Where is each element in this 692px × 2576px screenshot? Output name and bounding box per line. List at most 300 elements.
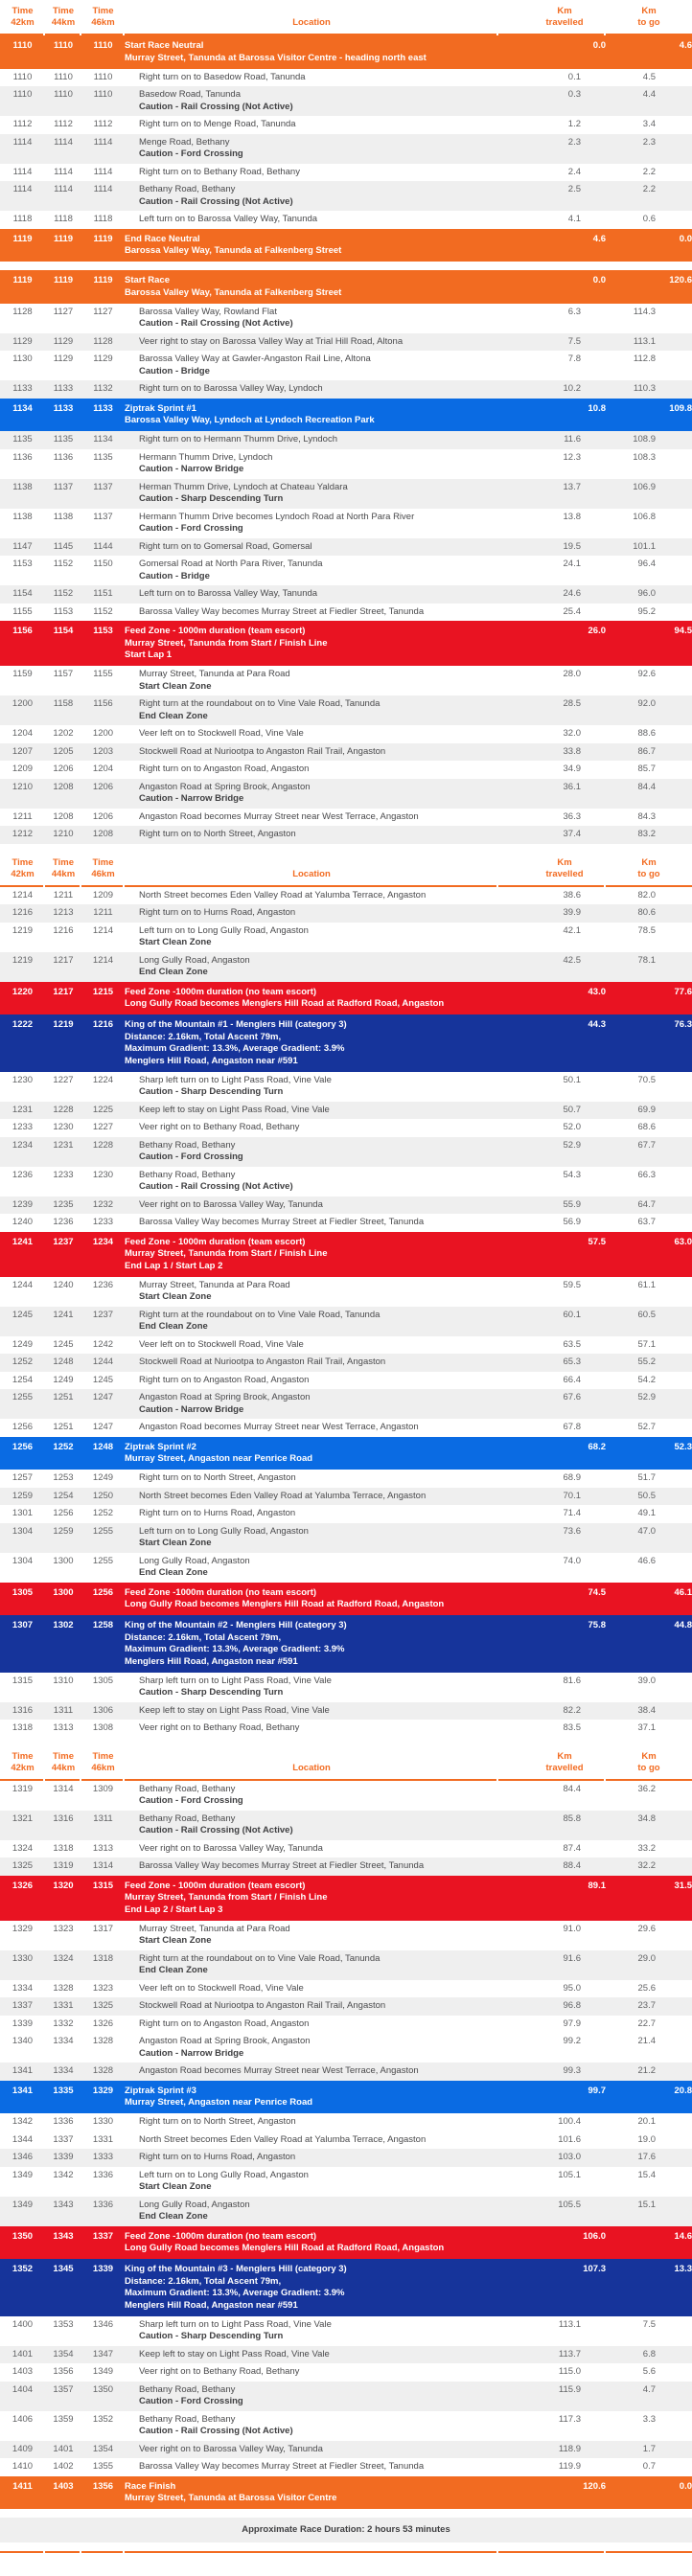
location-cell [125,1702,498,1721]
time-44km-cell: 1320 [53,1880,74,1891]
location-line: Right turn on to North Street, Angaston [139,2116,296,2127]
table-row [0,1523,692,1553]
time-42km-cell: 1304 [12,1555,34,1566]
time-42km-cell: 1219 [12,924,34,936]
time-46km-cell: 1346 [92,2318,114,2330]
location-line: Stockwell Road at Nuriootpa to Angaston Rail Trail, Angaston [139,2000,386,2011]
location-line: End Race Neutral [125,233,200,244]
km-to-go-cell: 76.3 [674,1019,692,1030]
table-row [0,2081,692,2114]
location-line: Long Gully Road, Angaston [139,2199,250,2210]
time-44km-cell: 1311 [53,1704,74,1716]
column-header-time-46km: Time 46km [91,856,115,879]
table-row [0,2346,692,2364]
location-line: Caution - Rail Crossing (Not Active) [139,195,293,207]
km-to-go-cell: 1.7 [642,2443,656,2454]
time-46km-cell: 1237 [92,1309,114,1320]
table-row [0,1072,692,1102]
km-travelled-cell: 43.0 [588,986,606,997]
location-line: Barossa Valley Way, Tanunda at Falkenberg Street [125,286,342,298]
time-46km-cell: 1250 [92,1490,114,1501]
km-travelled-cell: 83.5 [563,1722,581,1733]
time-46km-cell: 1208 [92,829,114,839]
time-44km-cell: 1208 [53,810,74,822]
time-42km-cell: 1159 [12,669,33,679]
location-cell [125,1553,498,1583]
km-travelled-cell: 32.0 [563,728,581,739]
km-to-go-cell: 25.6 [637,1982,656,1994]
location-line: Right turn on to North Street, Angaston [139,1472,296,1483]
km-to-go-cell: 60.5 [637,1309,656,1320]
km-to-go-cell: 67.7 [637,1139,656,1151]
time-44km-cell: 1153 [53,605,74,617]
location-line: Angaston Road becomes Murray Street near West Terrace, Angaston [139,810,419,822]
location-line: Right turn on to Menge Road, Tanunda [139,119,296,129]
km-travelled-cell: 101.6 [558,2133,581,2145]
time-42km-cell: 1216 [12,907,34,918]
time-42km-cell: 1401 [12,2348,34,2359]
time-46km-cell: 1206 [92,781,114,792]
location-line: Barossa Valley Way at Gawler-Angaston Rail Line, Altona [139,353,371,364]
time-42km-cell: 1324 [12,1842,34,1854]
time-44km-cell: 1217 [53,986,74,997]
time-44km-cell: 1359 [53,2413,74,2425]
time-42km-cell: 1341 [12,2065,34,2076]
time-42km-cell: 1112 [12,119,33,129]
time-44km-cell: 1313 [53,1722,74,1733]
location-line: King of the Mountain #3 - Menglers Hill (category 3) [125,2264,347,2274]
km-travelled-cell: 67.8 [563,1422,581,1432]
time-44km-cell: 1211 [53,889,74,900]
time-44km-cell: 1110 [54,89,73,100]
time-46km-cell: 1318 [92,1952,114,1964]
table-row [0,982,692,1015]
time-46km-cell: 1309 [92,1783,114,1794]
location-cell [125,229,498,262]
location-line: Start Clean Zone [139,937,212,947]
km-to-go-cell: 57.1 [637,1338,656,1350]
table-row [0,1720,692,1738]
location-line: Barossa Valley Way, Tanunda at Falkenberg Street [125,245,342,256]
table-row [0,351,692,380]
time-42km-cell: 1220 [12,986,34,997]
location-line: End Clean Zone [139,1567,208,1578]
location-line: Bethany Road, Bethany [139,184,236,194]
location-cell [125,1419,498,1437]
time-44km-cell: 1256 [53,1508,74,1518]
km-travelled-cell: 50.7 [563,1104,581,1115]
time-44km-cell: 1402 [53,2461,74,2472]
time-42km-cell: 1231 [12,1104,34,1115]
location-cell [125,134,498,164]
time-42km-cell: 1339 [12,2017,34,2029]
location-line: Start Clean Zone [139,1291,212,1302]
time-42km-cell: 1400 [12,2318,34,2330]
time-42km-cell: 1330 [12,1952,34,1964]
km-to-go-cell: 68.6 [637,1122,656,1132]
location-cell [125,809,498,827]
location-line: Feed Zone - 1000m duration (team escort) [125,626,306,636]
time-42km-cell: 1315 [12,1675,34,1686]
time-44km-cell: 1138 [53,511,74,522]
km-to-go-cell: 55.2 [637,1356,656,1367]
table-row [0,2197,692,2226]
table-row [0,826,692,844]
location-cell [125,1197,498,1215]
km-to-go-cell: 52.7 [637,1422,656,1432]
time-46km-cell: 1329 [92,2085,114,2096]
time-42km-cell: 1114 [12,166,33,177]
location-line: Left turn on to Long Gully Road, Angaston [139,924,309,936]
location-line: Angaston Road at Spring Brook, Angaston [139,781,311,792]
time-46km-cell: 1337 [92,2230,114,2242]
table-row [0,449,692,479]
km-to-go-cell: 44.8 [674,1620,692,1630]
km-travelled-cell: 19.5 [563,540,581,552]
km-travelled-cell: 118.9 [558,2443,581,2454]
location-cell [125,2316,498,2346]
km-to-go-cell: 86.7 [637,745,656,757]
km-to-go-cell: 4.6 [679,40,692,51]
location-cell [125,304,498,333]
itinerary-table [0,6,692,2509]
time-46km-cell: 1224 [92,1074,114,1085]
time-46km-cell: 1150 [93,559,113,569]
time-46km-cell: 1328 [92,2036,114,2046]
time-46km-cell: 1132 [93,383,113,394]
location-cell [125,923,498,952]
table-row [0,2226,692,2260]
table-row [0,134,692,164]
km-to-go-cell: 83.2 [637,829,656,839]
km-travelled-cell: 7.8 [567,353,581,364]
location-cell [125,1336,498,1355]
time-46km-cell: 1133 [93,402,113,414]
table-row [0,1505,692,1523]
time-46km-cell: 1255 [92,1555,114,1566]
location-line: Murray Street, Angaston near Penrice Road [125,1453,313,1464]
time-46km-cell: 1317 [92,1923,114,1934]
location-cell [125,2197,498,2226]
location-line: End Clean Zone [139,1965,208,1975]
time-46km-cell: 1114 [93,166,113,177]
time-46km-cell: 1156 [93,698,113,709]
time-44km-cell: 1357 [53,2383,74,2395]
table-row [0,1014,692,1072]
km-to-go-cell: 3.4 [642,119,656,129]
time-44km-cell: 1231 [53,1139,74,1151]
location-line: Bethany Road, Bethany [139,2383,236,2395]
table-row [0,2411,692,2441]
km-to-go-cell: 0.0 [679,2480,692,2492]
location-cell [125,2016,498,2034]
location-cell [125,380,498,399]
time-42km-cell: 1222 [12,1019,34,1030]
location-line: Basedow Road, Tanunda [139,89,241,100]
bottom-margin [0,2553,692,2576]
time-46km-cell: 1354 [92,2443,114,2454]
location-line: Distance: 2.16km, Total Ascent 79m, [125,2275,282,2287]
location-cell [125,1102,498,1120]
time-42km-cell: 1138 [12,481,33,492]
km-to-go-cell: 63.7 [637,1217,656,1227]
time-46km-cell: 1305 [92,1675,114,1686]
location-cell [125,982,498,1015]
time-42km-cell: 1110 [12,89,33,100]
km-to-go-cell: 108.9 [633,434,656,445]
location-cell [125,164,498,182]
time-44km-cell: 1114 [54,166,73,177]
km-travelled-cell: 70.1 [563,1490,581,1501]
location-line: Caution - Narrow Bridge [139,793,244,804]
time-42km-cell: 1119 [12,275,33,285]
km-to-go-cell: 61.1 [637,1279,656,1290]
location-line: Caution - Rail Crossing (Not Active) [139,318,293,329]
location-cell [125,35,498,69]
km-travelled-cell: 50.1 [563,1074,581,1085]
time-44km-cell: 1145 [53,540,74,552]
location-line: Sharp left turn on to Light Pass Road, Vine Vale [139,1074,332,1085]
time-42km-cell: 1130 [12,353,33,364]
table-row [0,725,692,743]
location-cell [125,2033,498,2063]
location-cell [125,904,498,923]
location-line: Bethany Road, Bethany [139,1783,236,1794]
location-line: Bethany Road, Bethany [139,1169,236,1180]
location-line: Caution - Sharp Descending Turn [139,493,284,504]
location-line: Veer right on to Bethany Road, Bethany [139,2366,300,2377]
time-44km-cell: 1332 [53,2017,74,2029]
km-travelled-cell: 55.9 [563,1198,581,1210]
km-to-go-cell: 23.7 [637,2000,656,2011]
location-line: Barossa Valley Way, Rowland Flat [139,306,277,317]
time-42km-cell: 1245 [12,1309,34,1320]
time-44km-cell: 1336 [53,2116,74,2127]
time-44km-cell: 1129 [53,353,74,364]
time-46km-cell: 1247 [92,1392,114,1402]
km-travelled-cell: 13.7 [563,481,581,492]
table-row [0,1876,692,1921]
km-to-go-cell: 4.7 [642,2383,656,2395]
location-cell [125,1997,498,2016]
location-cell [125,2411,498,2441]
time-46km-cell: 1323 [92,1982,114,1994]
time-46km-cell: 1236 [92,1279,114,1290]
location-line: End Lap 1 / Start Lap 2 [125,1260,223,1271]
location-cell [125,887,498,905]
table-row [0,1702,692,1721]
table-row [0,779,692,809]
time-44km-cell: 1205 [53,745,74,757]
time-42km-cell: 1304 [12,1525,34,1537]
km-travelled-cell: 87.4 [563,1842,581,1854]
location-line: Left turn on to Barossa Valley Way, Tanunda [139,214,318,224]
location-line: Long Gully Road becomes Menglers Hill Road at Radford Road, Angaston [125,2243,445,2253]
location-cell [125,1014,498,1072]
time-42km-cell: 1214 [12,889,34,900]
time-46km-cell: 1200 [92,728,114,739]
location-cell [125,211,498,229]
time-46km-cell: 1227 [92,1122,114,1132]
table-row [0,2167,692,2197]
time-46km-cell: 1234 [92,1236,114,1247]
time-42km-cell: 1321 [12,1812,34,1824]
time-44km-cell: 1302 [53,1620,74,1630]
km-to-go-cell: 92.6 [637,669,656,679]
time-42km-cell: 1138 [12,511,33,522]
location-line: Start Race Neutral [125,40,204,51]
km-to-go-cell: 92.0 [637,698,656,709]
time-42km-cell: 1240 [12,1217,34,1227]
time-42km-cell: 1219 [12,954,34,966]
time-42km-cell: 1204 [12,728,34,739]
time-44km-cell: 1137 [53,481,74,492]
km-to-go-cell: 13.3 [674,2264,692,2274]
table-row [0,1119,692,1137]
time-44km-cell: 1319 [53,1860,74,1871]
location-line: Herman Thumm Drive, Lyndoch at Chateau Yaldara [139,481,348,492]
time-42km-cell: 1241 [12,1236,34,1247]
location-line: Left turn on to Long Gully Road, Angaston [139,2169,309,2180]
time-42km-cell: 1316 [12,1704,34,1716]
km-travelled-cell: 59.5 [563,1279,581,1290]
km-travelled-cell: 36.3 [563,810,581,822]
table-row [0,2113,692,2131]
location-line: Caution - Rail Crossing (Not Active) [139,1825,293,1835]
time-42km-cell: 1153 [12,559,33,569]
location-cell [125,116,498,134]
time-46km-cell: 1110 [93,89,113,100]
time-44km-cell: 1129 [53,335,74,347]
location-line: Maximum Gradient: 13.3%, Average Gradient: 3.9% [125,2288,345,2298]
location-line: Murray Street, Tanunda from Start / Finish Line [125,1892,328,1903]
time-44km-cell: 1314 [53,1783,74,1794]
km-travelled-cell: 68.2 [588,1441,606,1452]
time-46km-cell: 1127 [93,306,113,317]
km-to-go-cell: 31.5 [674,1880,692,1891]
time-44km-cell: 1119 [53,275,74,285]
time-46km-cell: 1114 [93,136,113,148]
location-cell [125,1523,498,1553]
km-travelled-cell: 105.5 [558,2199,581,2210]
km-travelled-cell: 66.4 [563,1374,581,1385]
time-44km-cell: 1217 [53,954,74,966]
time-42km-cell: 1257 [12,1472,34,1483]
km-to-go-cell: 17.6 [637,2152,656,2162]
time-46km-cell: 1134 [93,434,113,445]
time-44km-cell: 1337 [53,2133,74,2145]
time-44km-cell: 1345 [53,2264,74,2274]
time-44km-cell: 1114 [54,136,73,148]
time-42km-cell: 1329 [12,1923,34,1934]
km-to-go-cell: 112.8 [633,353,656,364]
km-to-go-cell: 66.3 [637,1169,656,1180]
location-line: Sharp left turn on to Light Pass Road, Vine Vale [139,2318,332,2330]
table-row [0,2363,692,2382]
location-cell [125,509,498,538]
km-travelled-cell: 4.1 [567,214,581,224]
km-to-go-cell: 109.8 [669,402,692,414]
location-cell [125,826,498,844]
km-travelled-cell: 75.8 [588,1620,606,1630]
km-to-go-cell: 14.6 [674,2230,692,2242]
time-46km-cell: 1256 [92,1586,114,1598]
location-line: End Lap 2 / Start Lap 3 [125,1904,223,1915]
km-travelled-cell: 99.2 [563,2036,581,2046]
table-row [0,431,692,449]
km-travelled-cell: 0.0 [592,275,606,285]
time-42km-cell: 1326 [12,1880,34,1891]
location-cell [125,621,498,666]
location-line: Veer right on to Barossa Valley Way, Tanunda [139,1842,323,1854]
location-cell [125,585,498,604]
location-line: End Clean Zone [139,1321,208,1332]
km-travelled-cell: 103.0 [558,2152,581,2162]
location-cell [125,2476,498,2510]
location-line: Barossa Valley Way, Lyndoch at Lyndoch Recreation Park [125,415,375,425]
table-row [0,479,692,509]
time-42km-cell: 1155 [12,605,33,617]
location-cell [125,538,498,557]
table-row [0,270,692,304]
location-cell [125,270,498,304]
km-travelled-cell: 88.4 [563,1860,581,1871]
location-line: Murray Street, Tanunda from Start / Finish Line [125,1248,328,1259]
location-cell [125,1354,498,1372]
time-44km-cell: 1339 [53,2152,74,2162]
location-line: North Street becomes Eden Valley Road at Yalumba Terrace, Angaston [139,2133,427,2145]
table-row [0,1980,692,1998]
location-line: Murray Street, Tanunda at Barossa Visitor Centre [125,2493,337,2503]
km-travelled-cell: 0.0 [592,40,606,51]
location-line: End Clean Zone [139,967,208,977]
km-travelled-cell: 28.5 [563,698,581,709]
location-cell [125,1232,498,1277]
km-to-go-cell: 78.1 [637,954,656,966]
time-42km-cell: 1239 [12,1198,34,1210]
time-42km-cell: 1344 [12,2133,34,2145]
location-line: Left turn on to Barossa Valley Way, Tanunda [139,588,318,599]
location-cell [125,1488,498,1506]
footer-divider-line [0,2551,692,2553]
time-46km-cell: 1135 [93,451,113,463]
km-to-go-cell: 32.2 [637,1860,656,1871]
location-line: Start Clean Zone [139,1538,212,1548]
location-cell [125,1583,498,1616]
time-46km-cell: 1247 [92,1422,114,1432]
location-line: Caution - Narrow Bridge [139,464,244,474]
km-to-go-cell: 5.6 [642,2366,656,2377]
time-42km-cell: 1342 [12,2116,34,2127]
km-travelled-cell: 39.9 [563,907,581,918]
table-row [0,2063,692,2081]
km-to-go-cell: 2.2 [642,166,656,177]
km-travelled-cell: 67.6 [563,1392,581,1402]
location-cell [125,2346,498,2364]
table-row [0,904,692,923]
location-line: Caution - Narrow Bridge [139,1403,244,1415]
km-to-go-cell: 113.1 [633,335,656,347]
location-line: Caution - Ford Crossing [139,1151,243,1162]
km-to-go-cell: 21.4 [637,2036,656,2046]
location-cell [125,556,498,585]
time-46km-cell: 1315 [92,1880,114,1891]
time-44km-cell: 1233 [53,1169,74,1180]
location-line: Right turn at the roundabout on to Vine Vale Road, Tanunda [139,1952,381,1964]
km-to-go-cell: 84.4 [637,781,656,792]
table-row [0,923,692,952]
location-cell [125,761,498,779]
